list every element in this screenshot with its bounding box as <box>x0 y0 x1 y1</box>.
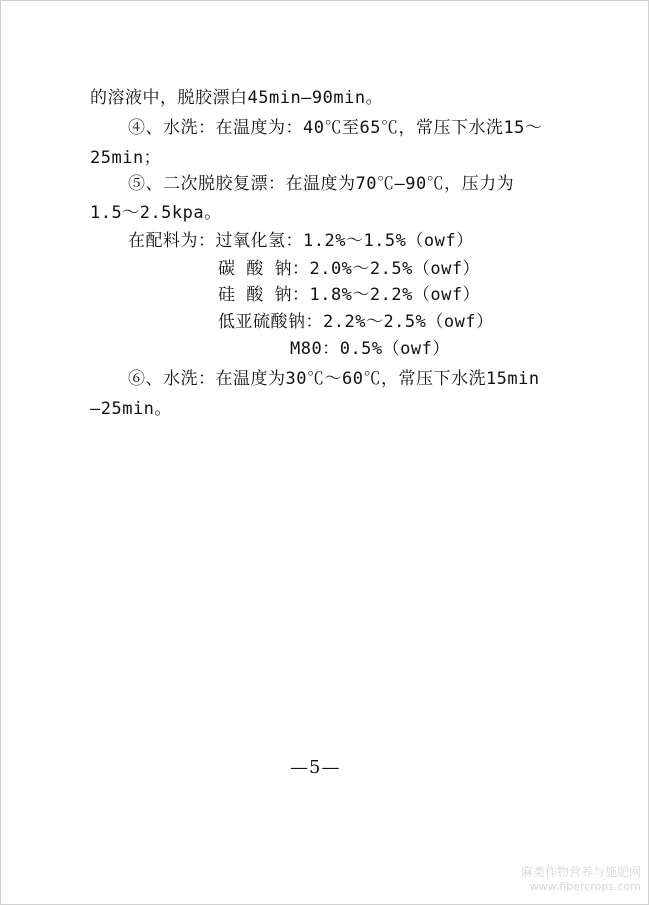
text-line-2: ④、水洗：在温度为：40℃至65℃，常压下水洗15～ <box>128 118 543 138</box>
text-line-9: 低亚硫酸钠：2.2%～2.5%（owf） <box>218 312 494 332</box>
watermark-url: www.fibercrops.com <box>529 880 641 893</box>
text-line-1: 的溶液中，脱胶漂白45min—90min。 <box>90 88 384 108</box>
text-line-7: 碳 酸 钠：2.0%～2.5%（owf） <box>218 259 481 279</box>
text-line-12: —25min。 <box>90 399 172 419</box>
text-line-8: 硅 酸 钠：1.8%～2.2%（owf） <box>218 285 481 305</box>
watermark-site-name: 麻类作物营养与施肥网 <box>520 865 641 879</box>
text-line-11: ⑥、水洗：在温度为30℃～60℃，常压下水洗15min <box>128 369 540 389</box>
text-line-6: 在配料为：过氧化氢：1.2%～1.5%（owf） <box>128 231 474 251</box>
text-line-5: 1.5～2.5kpa。 <box>90 203 222 223</box>
text-line-3: 25min； <box>90 148 162 168</box>
page-number: —5— <box>290 757 341 778</box>
text-line-4: ⑤、二次脱胶复漂：在温度为70℃—90℃，压力为 <box>128 174 515 194</box>
text-line-10: M80：0.5%（owf） <box>290 339 450 359</box>
